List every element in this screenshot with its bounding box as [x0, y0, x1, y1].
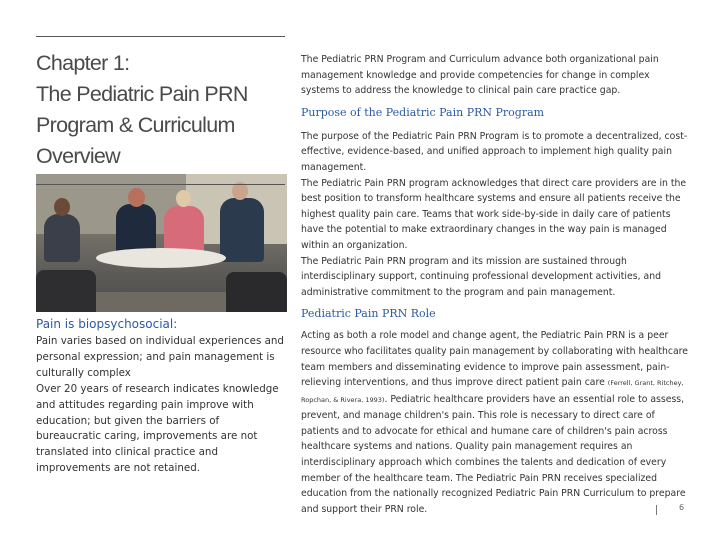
role-citation: (Ferrell, Grant, Ritchey, Ropchan, & Rivera, 1993)	[301, 379, 684, 404]
photo-person	[44, 214, 80, 262]
pain-paragraph: Over 20 years of research indicates knowledge and attitudes regarding pain improve with education; but given the barriers of bureaucratic caring, improvements are not translated into clinical practice and improvements are not retained.	[36, 382, 279, 475]
group-discussion-photo	[36, 174, 287, 312]
photo-person-head	[176, 190, 191, 207]
purpose-paragraph: The purpose of the Pediatric Pain PRN Program is to promote a decentralized, cost-effective, evidence-based, and unified approach to implement high quality pain management.	[301, 130, 688, 173]
pain-paragraph: Pain varies based on individual experiences and personal expression; and pain management is culturally complex	[36, 335, 284, 379]
footer-divider	[656, 505, 657, 515]
role-heading: Pediatric Pain PRN Role	[301, 307, 436, 321]
chapter-title	[36, 48, 288, 172]
page-number: 6	[679, 503, 685, 512]
photo-person-head	[128, 188, 145, 207]
role-paragraph	[301, 328, 689, 517]
title-line: Program & Curriculum	[36, 113, 235, 137]
title-top-rule	[36, 36, 285, 37]
pain-heading: Pain is biopsychosocial:	[36, 317, 178, 331]
purpose-heading: Purpose of the Pediatric Pain PRN Program	[301, 105, 545, 119]
photo-chair	[36, 270, 96, 312]
title-line: The Pediatric Pain PRN	[36, 82, 248, 106]
title-line: Overview	[36, 144, 121, 168]
photo-chair	[226, 272, 287, 312]
title-bottom-rule	[36, 184, 285, 185]
purpose-paragraph: The Pediatric Pain PRN program acknowledges that direct care providers are in the best position to transform healthcare systems and ensure all patients receive the highest quality pain care. Teams that work side-by-side in daily care of patients have the potential to make extraordinary changes in the way pain is managed within an organization.	[301, 177, 687, 251]
title-line: Chapter 1:	[36, 51, 130, 75]
photo-person	[220, 198, 264, 262]
purpose-paragraph: The Pediatric Pain PRN program and its mission are sustained through interdisciplinary support, continuing professional development activities, and administrative commitment to the program and pain management.	[301, 255, 661, 298]
pain-body	[36, 334, 286, 477]
role-text: Acting as both a role model and change agent, the Pediatric Pain PRN is a peer resource who facilitates quality pain management by collaborating with healthcare team members and disseminating evidence to improve pain assessment, pain-relieving interventions, and thus improve direct patient pain care	[301, 330, 689, 389]
photo-table	[96, 248, 226, 268]
photo-person-head	[54, 198, 70, 216]
intro-paragraph: The Pediatric PRN Program and Curriculum advance both organizational pain management knowledge and provide competencies for change in complex systems to address the knowledge to clinical pain care practice gap.	[301, 54, 659, 97]
right-column	[301, 52, 689, 517]
role-text: . Pediatric healthcare providers have an essential role to assess, prevent, and manage children's pain. This role is necessary to direct care of patients and to advocate for ethical and humane care of children's pain across healthcare systems and nations. Quality pain management requires an interdisciplinary approach which combines the talents and dedication of every member of the healthcare team. The Pediatric Pain PRN receives specialized education from the nationally recognized Pediatric Pain PRN Curriculum to prepare and support their PRN role.	[301, 393, 686, 515]
